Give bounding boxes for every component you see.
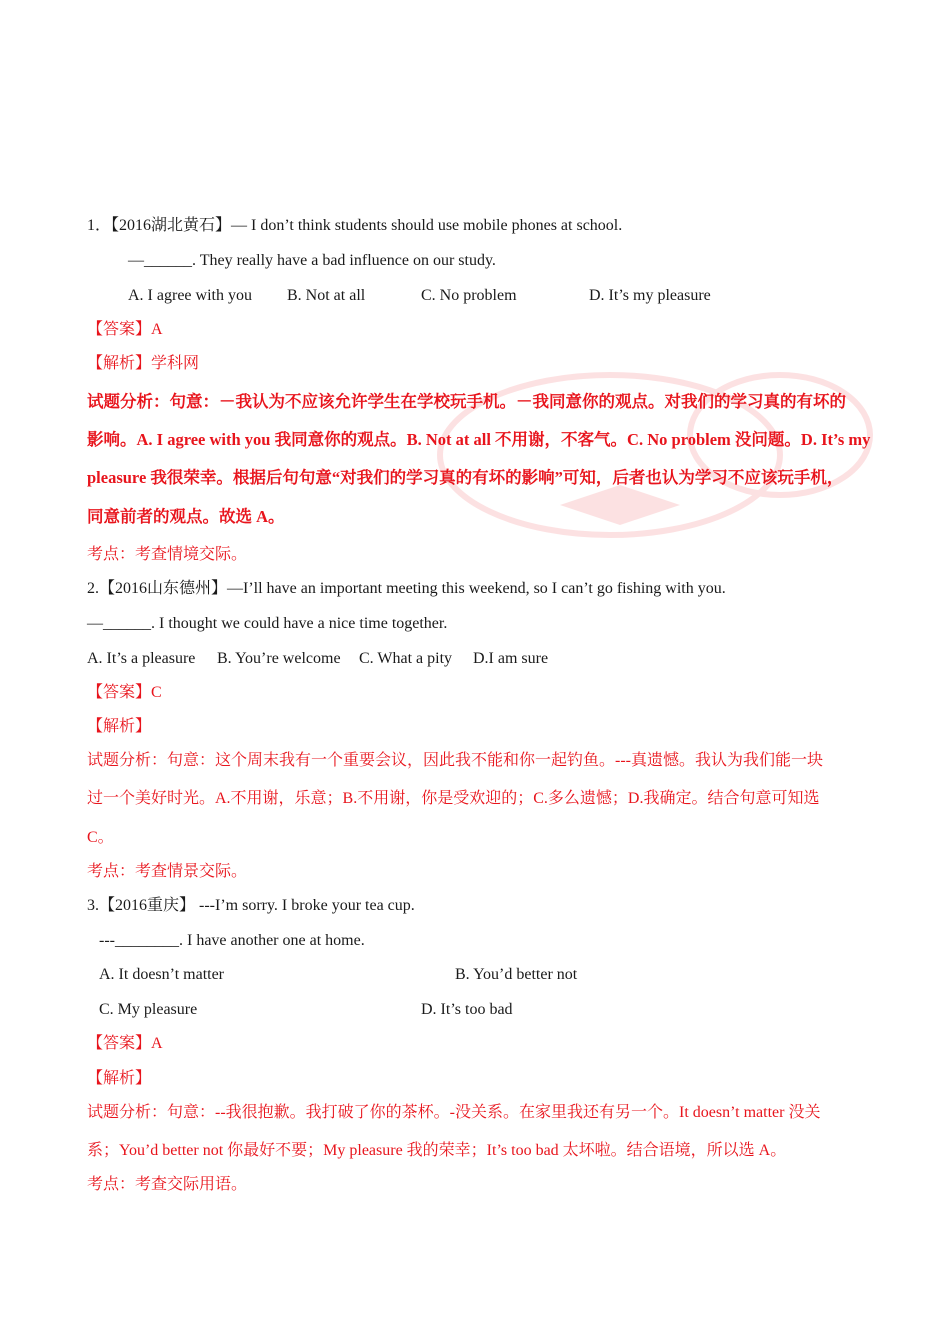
q3-stem: 3.【2016重庆】 ---I’m sorry. I broke your tea cup. <box>87 897 415 914</box>
q3-analysis-title: 【解析】 <box>87 1070 152 1087</box>
q1-analysis-line-2: 影响。A. I agree with you 我同意你的观点。B. Not at all 不用谢，不客气。C. No problem 没问题。D. It’s my <box>87 430 871 449</box>
q2-stem: 2.【2016山东德州】—I’ll have an important meeting this weekend, so I can’t go fishing with you. <box>87 580 726 597</box>
q2-blank-line: —______. I thought we could have a nice time together. <box>87 615 448 632</box>
q3-option-a: A. It doesn’t matter <box>99 966 225 983</box>
q2-analysis-line-3: C。 <box>87 829 114 846</box>
q2-analysis-line-2: 过一个美好时光。A.不用谢，乐意；B.不用谢，你是受欢迎的；C.多么遗憾；D.我确定。结合句意可知选 <box>87 790 820 807</box>
q2-option-c: C. What a pity <box>359 650 453 667</box>
q1-point: 考点：考查情境交际。 <box>87 546 248 563</box>
q1-option-c: C. No problem <box>421 287 517 304</box>
q1-stem: 1．【2016湖北黄石】— I don’t think students should use mobile phones at school. <box>87 217 623 234</box>
q1-analysis-line-4: 同意前者的观点。故选 A。 <box>87 507 285 526</box>
q2-option-a: A. It’s a pleasure <box>87 650 196 667</box>
q2-answer: 【答案】C <box>87 684 162 701</box>
q3-answer: 【答案】A <box>87 1035 163 1052</box>
q1-option-d: D. It’s my pleasure <box>589 287 711 304</box>
q1-blank-line: —______. They really have a bad influence on our study. <box>128 252 496 269</box>
q1-option-a: A. I agree with you <box>128 287 252 304</box>
q3-option-c: C. My pleasure <box>99 1001 198 1018</box>
q3-option-d: D. It’s too bad <box>421 1001 513 1018</box>
q3-point: 考点：考查交际用语。 <box>87 1176 248 1193</box>
q1-analysis-line-1: 试题分析：句意：－我认为不应该允许学生在学校玩手机。－我同意你的观点。对我们的学习真的有坏的 <box>87 392 846 411</box>
q2-analysis-title: 【解析】 <box>87 718 152 735</box>
q3-option-b: B. You’d better not <box>455 966 578 983</box>
q1-option-b: B. Not at all <box>287 287 366 304</box>
q1-answer: 【答案】A <box>87 321 163 338</box>
q3-analysis-line-1: 试题分析：句意：--我很抱歉。我打破了你的茶杯。-没关系。在家里我还有另一个。It doesn’t matter 没关 <box>87 1104 821 1121</box>
q3-analysis-line-2: 系；You’d better not 你最好不要；My pleasure 我的荣幸；It’s too bad 太坏啦。结合语境，所以选 A。 <box>87 1142 787 1159</box>
q3-blank-line: ---________. I have another one at home. <box>99 932 365 949</box>
q2-option-b: B. You’re welcome <box>217 650 341 667</box>
q2-point: 考点：考查情景交际。 <box>87 863 248 880</box>
q2-option-d: D.I am sure <box>473 650 549 667</box>
q2-analysis-line-1: 试题分析：句意：这个周末我有一个重要会议，因此我不能和你一起钓鱼。---真遗憾。我认为我们能一块 <box>87 752 823 769</box>
q1-analysis-line-3: pleasure 我很荣幸。根据后句句意“对我们的学习真的有坏的影响”可知，后者也认为学习不应该玩手机， <box>87 468 844 487</box>
q1-analysis-title: 【解析】学科网 <box>87 355 200 372</box>
